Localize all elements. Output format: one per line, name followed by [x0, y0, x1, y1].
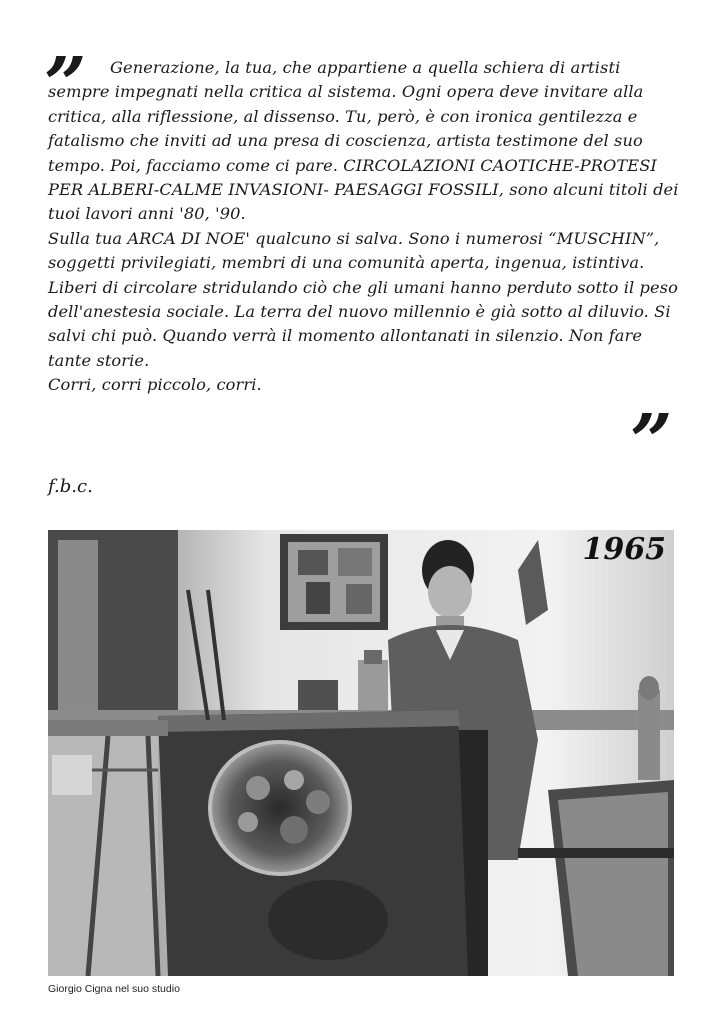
signature: f.b.c. [48, 476, 93, 497]
quote-block [48, 56, 680, 398]
quote-paragraph-1: Generazione, la tua, che appartiene a quella schiera di artisti sempre impegnati nella critica al sistema. Ogni opera deve invitare alla critica, alla riflessione, al dissenso. Tu, però, è con ironica gentilezza e fatalismo che inviti ad una presa di coscienza, artista testimone del suo tempo. Poi, facciamo come ci pare. CIRCOLAZIONI CAOTICHE-PROTESI PER ALBERI-CALME INVASIONI- PAESAGGI FOSSILI, sono alcuni titoli dei tuoi lavori anni '80, '90. [48, 58, 679, 224]
photo-illustration [48, 530, 674, 976]
closing-quote-mark: ” [630, 399, 673, 485]
opening-quote-mark: ” [44, 42, 87, 128]
quote-paragraph-3: Corri, corri piccolo, corri. [48, 375, 262, 395]
photo-caption: Giorgio Cigna nel suo studio [48, 983, 180, 995]
quote-paragraph-2: Sulla tua ARCA DI NOE' qualcuno si salva. Sono i numerosi “MUSCHIN”, soggetti privilegiati, membri di una comunità aperta, ingenua, istintiva. Liberi di circolare stridulando ciò che gli umani hanno perduto sotto il peso dell'anestesia sociale. La terra del nuovo millennio è già sotto al diluvio. Si salvi chi può. Quando verrà il momento allontanati in silenzio. Non fare tante storie. [48, 228, 678, 370]
studio-photograph [48, 530, 674, 976]
photo-year: 1965 [582, 532, 666, 567]
